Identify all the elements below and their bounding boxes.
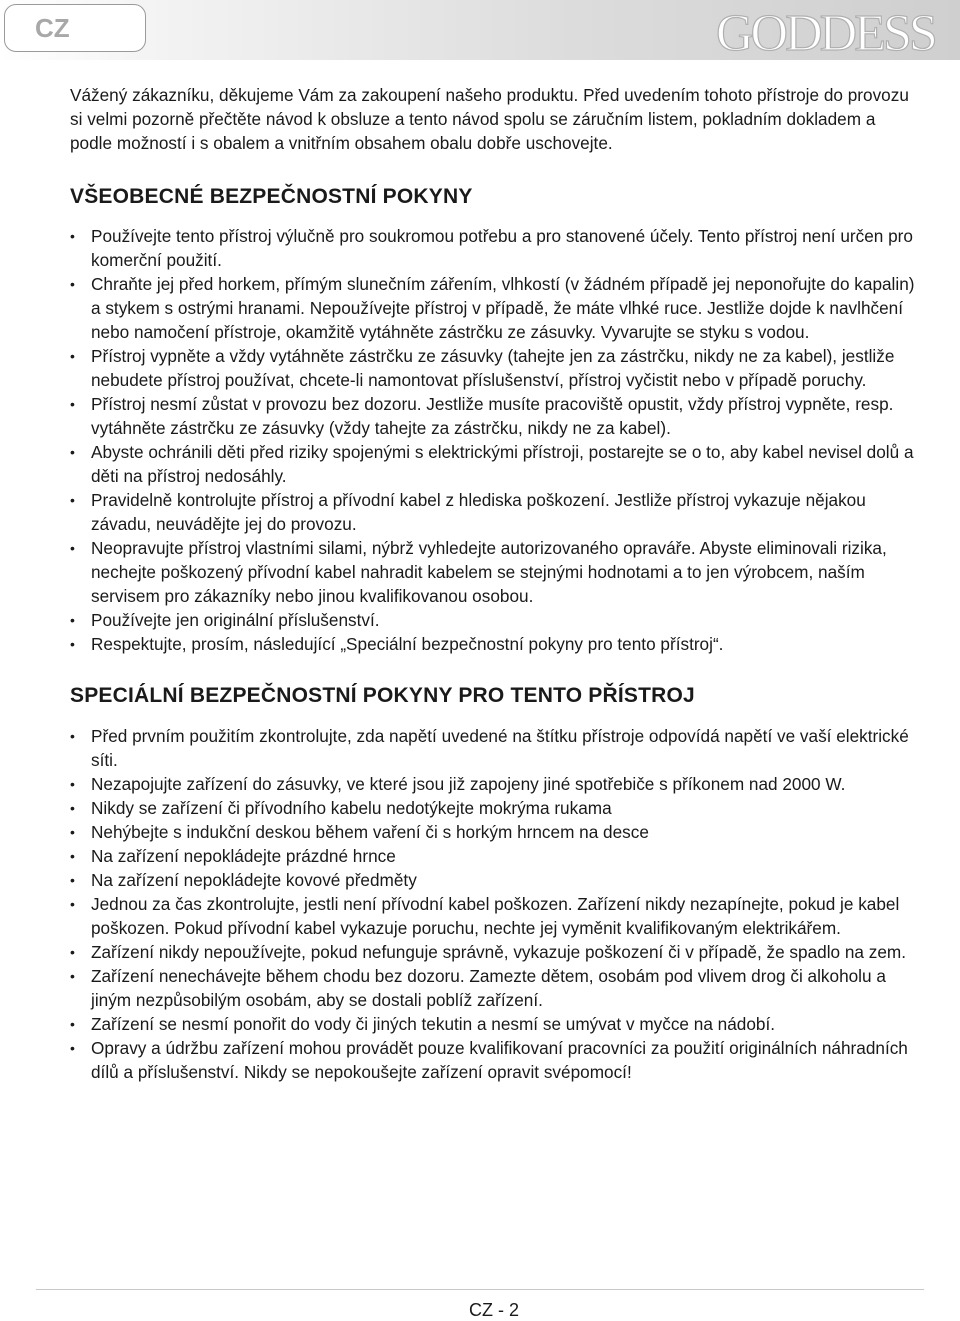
page-number: CZ - 2 [468,1300,519,1320]
list-item: • Respektujte, prosím, následující „Speciální bezpečnostní pokyny pro tento přístroj“. [70,632,920,656]
general-safety-list [70,224,920,656]
list-item: • Používejte jen originální příslušenství. [70,608,920,632]
list-item: • Pravidelně kontrolujte přístroj a přívodní kabel z hlediska poškození. Jestliže přístroj vykazuje nějakou závadu, neuvádějte jej do provozu. [70,488,920,536]
list-item: • Abyste ochránili děti před riziky spojenými s elektrickými přístroji, postarejte se o to, aby kabel nevisel dolů a děti na přístroj nedosáhly. [70,440,920,488]
list-item: • Před prvním použitím zkontrolujte, zda napětí uvedené na štítku přístroje odpovídá napětí ve vaší elektrické síti. [70,724,920,772]
list-item: • Neopravujte přístroj vlastními silami, nýbrž vyhledejte autorizovaného opraváře. Abyste eliminovali rizika, nechejte poškozený přívodní kabel nahradit kabelem se stejnými hodnotami a to jen výrobcem, naším servisem pro zákazníky nebo jinou kvalifikovanou osobou. [70,536,920,608]
special-safety-heading: SPECIÁLNÍ BEZPEČNOSTNÍ POKYNY PRO TENTO PŘÍSTROJ [70,684,695,707]
special-safety-list [70,724,920,1084]
general-safety-heading: VŠEOBECNÉ BEZPEČNOSTNÍ POKYNY [70,185,473,208]
document-body [70,83,920,1084]
list-item: • Zařízení nenechávejte během chodu bez dozoru. Zamezte dětem, osobám pod vlivem drog či alkoholu a jiným nezpůsobilým osobám, aby se dostali poblíž zařízení. [70,964,920,1012]
list-item: • Nezapojujte zařízení do zásuvky, ve které jsou již zapojeny jiné spotřebiče s příkonem nad 2000 W. [70,772,920,796]
brand-logo [716,2,954,58]
footer-divider [36,1289,924,1290]
language-badge: CZ [4,4,146,52]
list-item: • Nikdy se zařízení či přívodního kabelu nedotýkejte mokrýma rukama [70,796,920,820]
list-item: • Na zařízení nepokládejte kovové předměty [70,868,920,892]
list-item: • Chraňte jej před horkem, přímým slunečním zářením, vlhkostí (v žádném případě jej neponořujte do kapalin) a stykem s ostrými hranami. Nepoužívejte přístroj v případě, že máte vlhké ruce. Jestliže dojde k navlhčení nebo namočení přístroje, okamžitě vytáhněte zástrčku ze zásuvky. Vyvarujte se styku s vodou. [70,272,920,344]
intro-paragraph: Vážený zákazníku, děkujeme Vám za zakoupení našeho produktu. Před uvedením tohoto přístroje do provozu si velmi pozorně přečtěte návod k obsluze a tento návod spolu se záručním listem, pokladním dokladem a podle možností i s obalem a vnitřním obsahem obalu dobře uschovejte. [70,85,909,153]
list-item: • Přístroj nesmí zůstat v provozu bez dozoru. Jestliže musíte pracoviště opustit, vždy přístroj vypněte, resp. vytáhněte zástrčku ze zásuvky (vždy tahejte za zástrčku, nikdy ne za kabel). [70,392,920,440]
list-item: • Na zařízení nepokládejte prázdné hrnce [70,844,920,868]
list-item: • Přístroj vypněte a vždy vytáhněte zástrčku ze zásuvky (tahejte jen za zástrčku, nikdy ne za kabel), jestliže nebudete přístroj používat, chcete-li namontovat příslušenství, přístroj vyčistit nebo v případě poruchy. [70,344,920,392]
list-item: • Používejte tento přístroj výlučně pro soukromou potřebu a pro stanovené účely. Tento přístroj není určen pro komerční použití. [70,224,920,272]
list-item: • Opravy a údržbu zařízení mohou provádět pouze kvalifikovaní pracovníci za použití originálních náhradních dílů a příslušenství. Nikdy se nepokoušejte zařízení opravit svépomocí! [70,1036,920,1084]
list-item: • Zařízení se nesmí ponořit do vody či jiných tekutin a nesmí se umývat v myčce na nádobí. [70,1012,920,1036]
list-item: • Nehýbejte s indukční deskou během vaření či s horkým hrncem na desce [70,820,920,844]
logo-text: GODDESS [716,5,935,58]
list-item: • Zařízení nikdy nepoužívejte, pokud nefunguje správně, vykazuje poškození či v případě, že spadlo na zem. [70,940,920,964]
list-item: • Jednou za čas zkontrolujte, jestli není přívodní kabel poškozen. Zařízení nikdy nezapínejte, pokud je kabel poškozen. Pokud přívodní kabel vykazuje poruchu, nechte jej vyměnit kvalifikovaným elektrikářem. [70,892,920,940]
